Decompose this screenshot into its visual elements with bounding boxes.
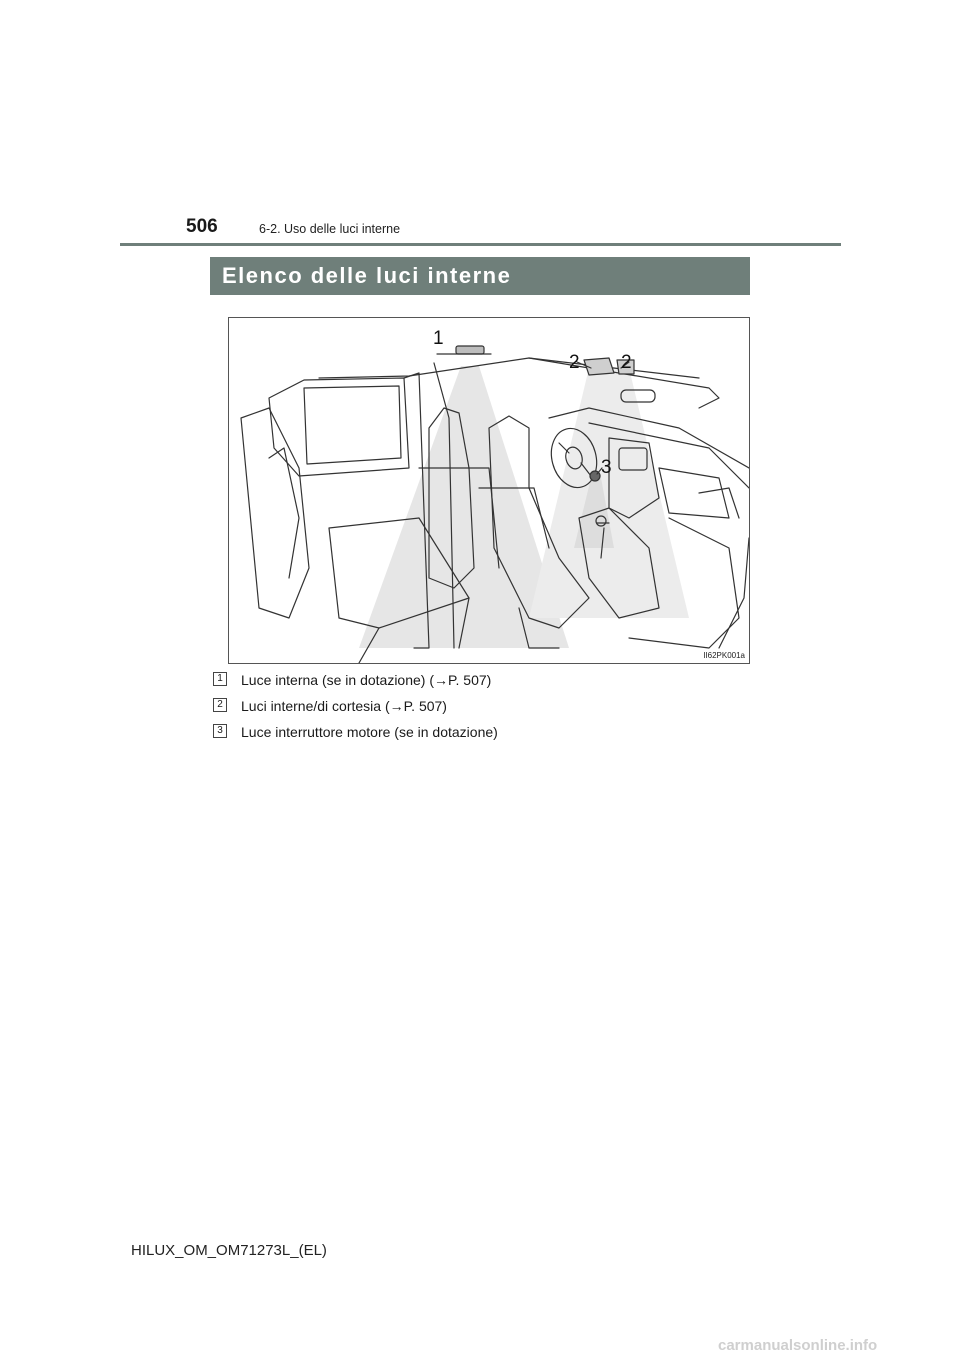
legend-item bbox=[213, 721, 750, 747]
callout-3: 3 bbox=[601, 457, 612, 478]
light-beams bbox=[359, 366, 689, 648]
legend-list bbox=[213, 669, 750, 747]
header-divider bbox=[120, 243, 841, 246]
callout-2b: 2 bbox=[621, 352, 632, 373]
callout-2a: 2 bbox=[569, 352, 580, 373]
section-header: 6-2. Uso delle luci interne bbox=[259, 222, 401, 236]
legend-number: 2 bbox=[213, 698, 227, 712]
legend-text: Luce interruttore motore (se in dotazione) bbox=[241, 724, 498, 740]
interior-lights-figure bbox=[228, 317, 750, 664]
legend-text: Luce interna (se in dotazione) (→P. 507) bbox=[241, 672, 492, 688]
watermark: carmanualsonline.info bbox=[718, 1337, 878, 1354]
figure-code: II62PK001a bbox=[703, 651, 745, 660]
document-footer: HILUX_OM_OM71273L_(EL) bbox=[131, 1242, 327, 1259]
callout-1: 1 bbox=[433, 328, 444, 349]
legend-item bbox=[213, 669, 750, 695]
legend-number: 1 bbox=[213, 672, 227, 686]
page-number: 506 bbox=[186, 216, 218, 237]
legend-number: 3 bbox=[213, 724, 227, 738]
page-title: Elenco delle luci interne bbox=[210, 257, 750, 295]
car-interior-illustration bbox=[229, 318, 749, 663]
legend-item bbox=[213, 695, 750, 721]
legend-text: Luci interne/di cortesia (→P. 507) bbox=[241, 698, 447, 714]
